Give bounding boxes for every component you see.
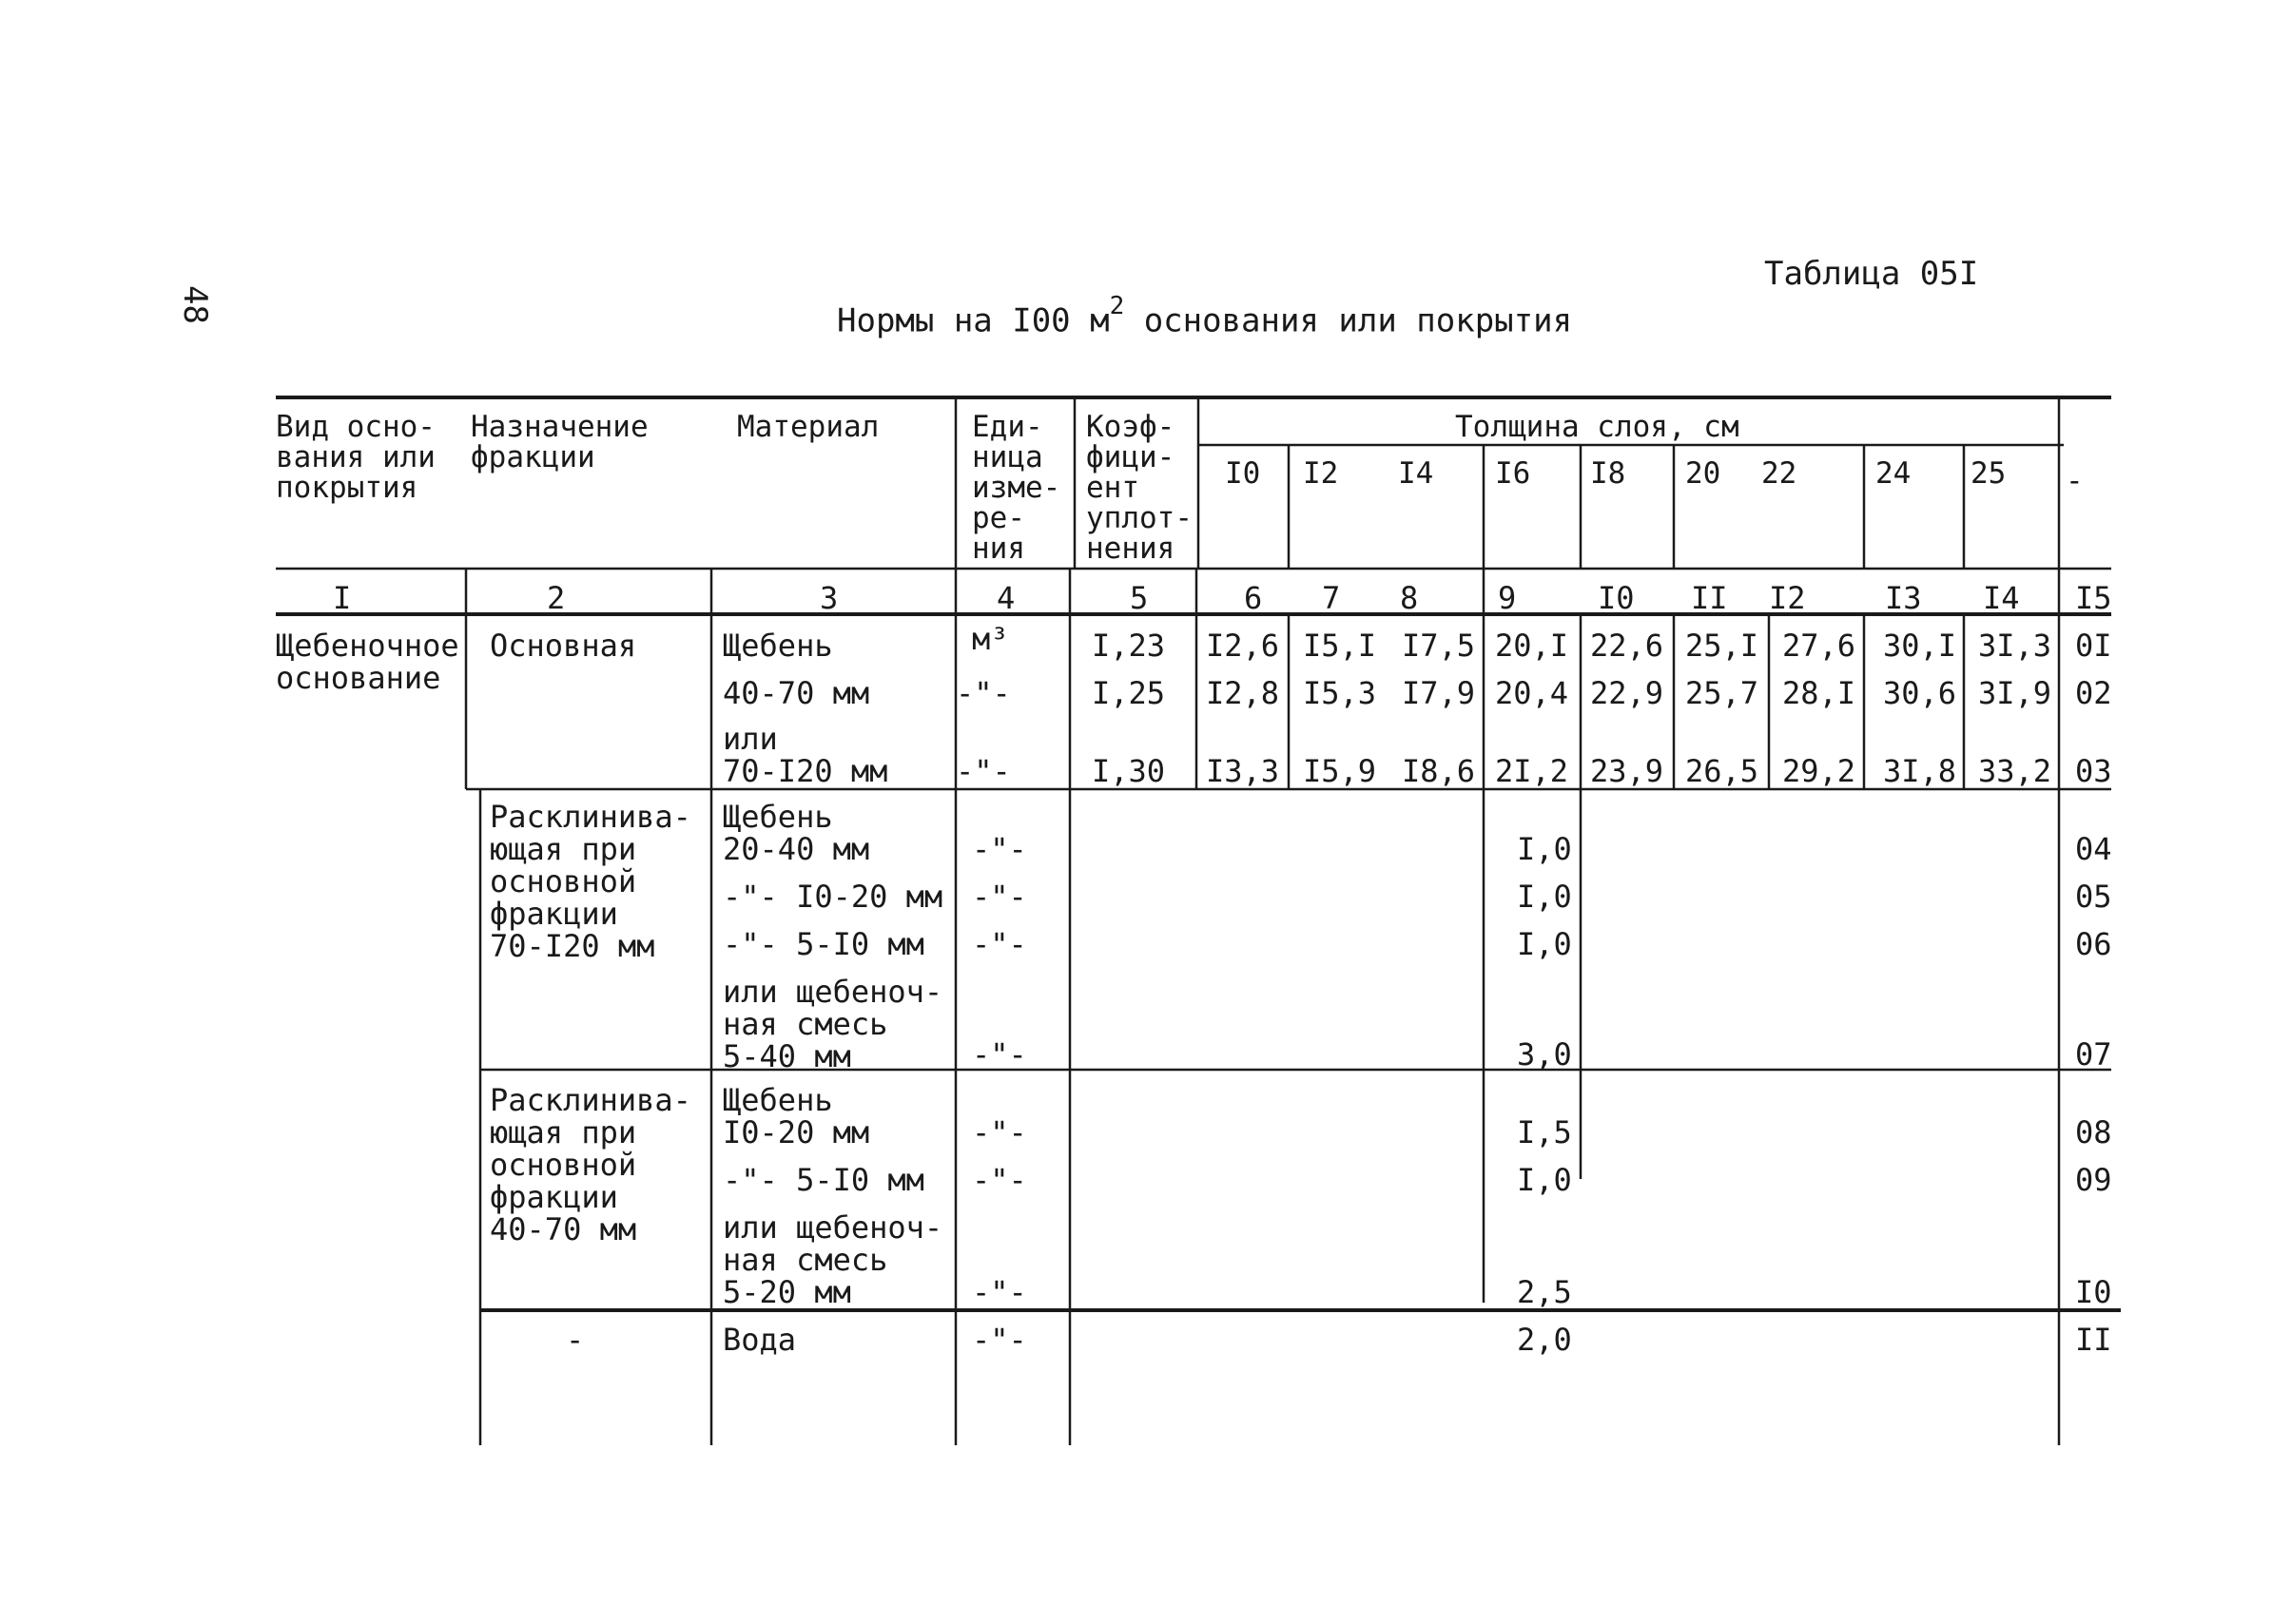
row-value: I5,3: [1303, 675, 1377, 711]
row-value: I,5: [1517, 1114, 1572, 1150]
row-value: 3I,9: [1978, 675, 2052, 711]
row-material: или щебеноч- ная смесь 5-40 мм: [723, 974, 943, 1074]
row-material: -"- I0-20 мм: [723, 879, 943, 915]
row-unit: -"-: [972, 1322, 1027, 1358]
row-value: 3I,8: [1883, 753, 1957, 789]
row-coef: I,23: [1092, 628, 1166, 664]
row-value: I2,6: [1206, 628, 1280, 664]
column-number: 6: [1244, 580, 1263, 616]
row-unit: м³: [972, 621, 1009, 657]
row-value: 23,9: [1590, 753, 1664, 789]
row-value: I,0: [1517, 1162, 1572, 1198]
row-code: 06: [2075, 926, 2112, 962]
row-value: 2,5: [1517, 1274, 1572, 1310]
header-unit: Еди- ница изме- ре- ния: [972, 410, 1061, 566]
header-thickness: 25: [1971, 456, 2007, 491]
title-superscript: 2: [1109, 292, 1125, 320]
row-value: I7,9: [1402, 675, 1476, 711]
row-material: Вода: [723, 1322, 797, 1358]
row-naznachenie: Основная: [490, 628, 637, 664]
row-unit: -"-: [972, 1114, 1027, 1150]
column-number: 9: [1498, 580, 1517, 616]
row-value: I3,3: [1206, 753, 1280, 789]
row-material: или щебеноч- ная смесь 5-20 мм: [723, 1209, 943, 1310]
row-value: 30,I: [1883, 628, 1957, 664]
row-unit: -"-: [972, 879, 1027, 915]
column-number: 2: [547, 580, 566, 616]
row-material: 40-70 мм: [723, 675, 870, 711]
row-value: 3I,3: [1978, 628, 2052, 664]
row-value: 28,I: [1782, 675, 1856, 711]
row-vid: Щебеночное основание: [276, 628, 459, 696]
header-coef: Коэф- фици- ент уплот- нения: [1086, 410, 1193, 566]
row-material: -"- 5-I0 мм: [723, 1162, 924, 1198]
header-thickness: I8: [1590, 456, 1626, 491]
row-code: I0: [2075, 1274, 2112, 1310]
column-number: 5: [1130, 580, 1149, 616]
row-code: 09: [2075, 1162, 2112, 1198]
row-code: II: [2075, 1322, 2112, 1358]
row-value: 2I,2: [1495, 753, 1569, 789]
row-coef: I,25: [1092, 675, 1166, 711]
row-value: 22,9: [1590, 675, 1664, 711]
row-naznachenie: -: [566, 1322, 585, 1358]
row-naznachenie: Расклинива- ющая при основной фракции 40-70 мм: [490, 1082, 691, 1247]
row-value: I7,5: [1402, 628, 1476, 664]
row-code: 08: [2075, 1114, 2112, 1150]
row-value: 3,0: [1517, 1036, 1572, 1073]
column-number: I5: [2075, 580, 2112, 616]
title-prefix: Нормы на I00 м: [837, 301, 1110, 340]
header-thickness: I4: [1398, 456, 1434, 491]
header-thickness: I2: [1303, 456, 1339, 491]
row-unit: -"-: [972, 1274, 1027, 1310]
row-value: I5,I: [1303, 628, 1377, 664]
column-number: I2: [1769, 580, 1806, 616]
row-value: I,0: [1517, 879, 1572, 915]
row-value: 26,5: [1685, 753, 1759, 789]
row-material: Щебень: [723, 628, 833, 664]
row-value: I,0: [1517, 831, 1572, 867]
row-value: 30,6: [1883, 675, 1957, 711]
row-naznachenie: Расклинива- ющая при основной фракции 70-I20 мм: [490, 799, 691, 964]
column-number: 7: [1322, 580, 1341, 616]
header-thickness: 24: [1875, 456, 1912, 491]
row-coef: I,30: [1092, 753, 1166, 789]
row-code: 0I: [2075, 628, 2112, 664]
column-number: II: [1691, 580, 1728, 616]
row-code: 03: [2075, 753, 2112, 789]
row-value: I2,8: [1206, 675, 1280, 711]
title-suffix: основания или покрытия: [1124, 301, 1573, 340]
header-thickness: I0: [1225, 456, 1261, 491]
column-number: 4: [997, 580, 1016, 616]
row-material: -"- 5-I0 мм: [723, 926, 924, 962]
header-vid: Вид осно- вания или покрытия: [276, 410, 436, 505]
header-naznachenie: Назначение фракции: [471, 410, 649, 474]
row-material: Щебень 20-40 мм: [723, 799, 870, 867]
column-number: I3: [1885, 580, 1922, 616]
row-code: 07: [2075, 1036, 2112, 1073]
row-material: Щебень I0-20 мм: [723, 1082, 870, 1150]
table-label: Таблица 05I: [1764, 255, 1979, 293]
column-number: I: [333, 580, 352, 616]
row-value: I5,9: [1303, 753, 1377, 789]
row-material: или 70-I20 мм: [723, 721, 888, 789]
row-value: 25,7: [1685, 675, 1759, 711]
row-value: 27,6: [1782, 628, 1856, 664]
row-value: 22,6: [1590, 628, 1664, 664]
row-unit: -"-: [956, 753, 1011, 789]
row-code: 04: [2075, 831, 2112, 867]
row-value: 2,0: [1517, 1322, 1572, 1358]
row-unit: -"-: [972, 1162, 1027, 1198]
page-number: 48: [176, 285, 214, 324]
row-value: 20,I: [1495, 628, 1569, 664]
row-unit: -"-: [972, 831, 1027, 867]
row-value: I,0: [1517, 926, 1572, 962]
column-number: I4: [1983, 580, 2020, 616]
row-value: 20,4: [1495, 675, 1569, 711]
column-number: I0: [1598, 580, 1635, 616]
header-thickness-group: Толщина слоя, см: [1455, 410, 1739, 444]
row-value: 33,2: [1978, 753, 2052, 789]
header-thickness: 20: [1685, 456, 1721, 491]
header-thickness: 22: [1761, 456, 1797, 491]
row-value: 29,2: [1782, 753, 1856, 789]
header-thickness: I6: [1495, 456, 1531, 491]
row-code: 02: [2075, 675, 2112, 711]
row-code: 05: [2075, 879, 2112, 915]
column-number: 8: [1400, 580, 1419, 616]
header-thickness: -: [2066, 464, 2084, 498]
row-value: I8,6: [1402, 753, 1476, 789]
row-unit: -"-: [956, 675, 1011, 711]
row-unit: -"-: [972, 1036, 1027, 1073]
header-material: Материал: [737, 410, 880, 444]
column-number: 3: [820, 580, 839, 616]
row-unit: -"-: [972, 926, 1027, 962]
row-value: 25,I: [1685, 628, 1759, 664]
